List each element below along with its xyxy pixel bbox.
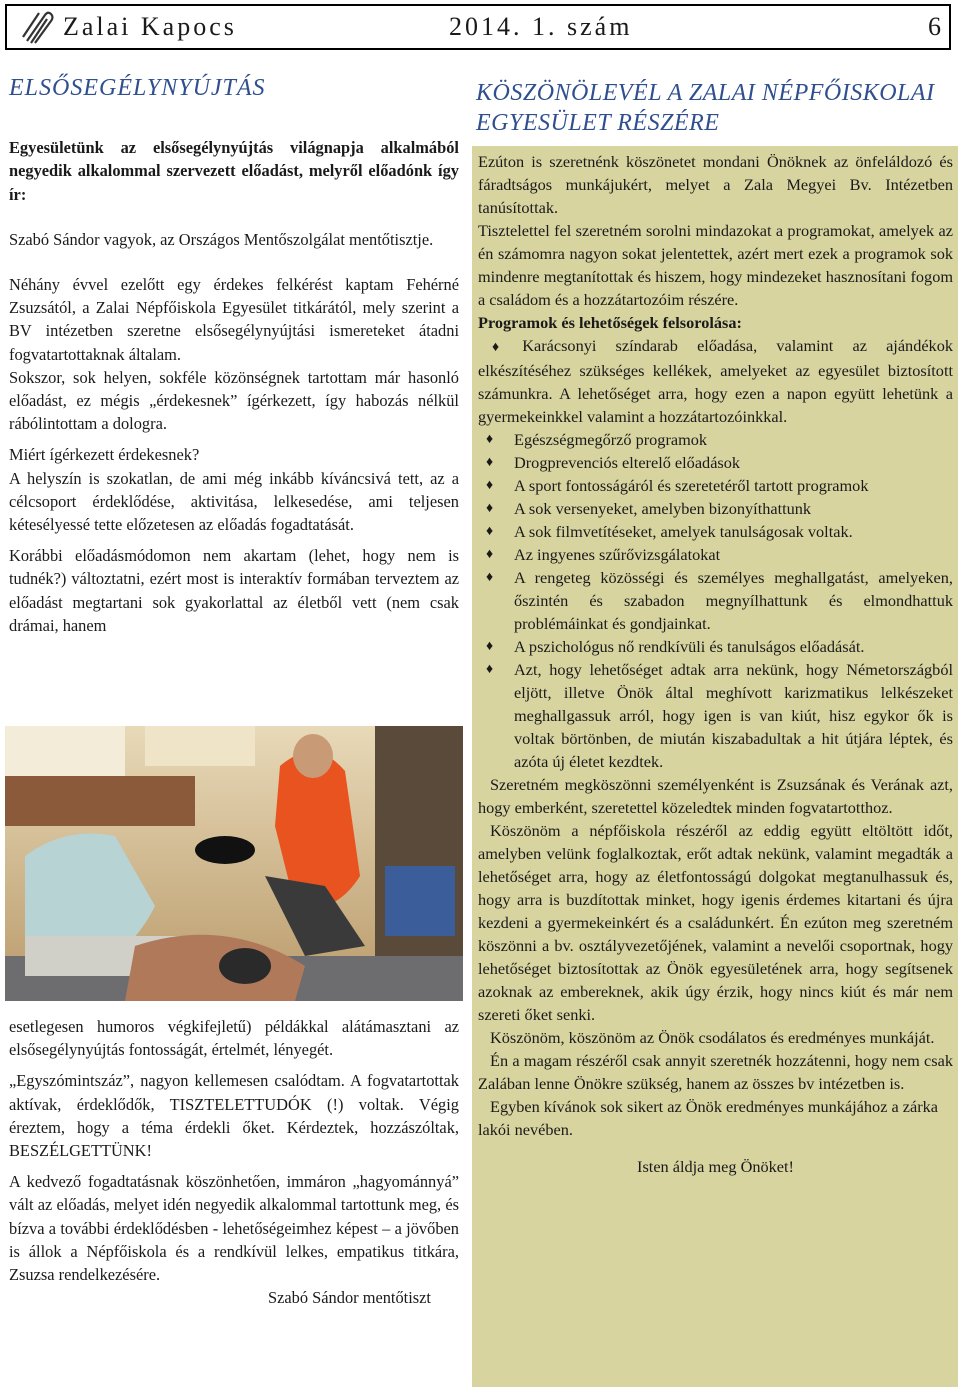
left-article-continued xyxy=(9,1015,459,1309)
diamond-bullet-icon: ♦ xyxy=(486,524,494,539)
article-paragraph: A kedvező fogadtatásnak köszönhetően, immáron „hagyománnyá” vált az előadás, melyet idén negyedik alkalommal tartottunk meg, és bízva a további érdeklődésben - lehetőségeimhez képest – a jövőben is állok a Népfőiskola és a rendkívül lelkes, empatikus titkára, Zsuzsa rendelkezésére. xyxy=(9,1172,459,1285)
diamond-bullet-icon: ♦ xyxy=(486,501,494,516)
list-item: ♦ A sok filmvetítéseket, amelyek tanulságosak voltak. xyxy=(478,520,953,543)
letter-blessing: Isten áldja meg Önöket! xyxy=(637,1157,794,1176)
first-aid-training-photo xyxy=(5,726,463,1001)
thank-you-letter-panel xyxy=(472,146,958,1387)
article-paragraph: Sokszor, sok helyen, sokféle közönségnek tartottam már hasonló előadást, ez mégis „érdekesnek” ígérkezett, így habozás nélkül rábólintottam a dologra. xyxy=(9,367,459,434)
diamond-bullet-icon: ♦ xyxy=(486,432,494,447)
diamond-bullet-icon: ♦ xyxy=(486,455,494,470)
diamond-bullet-icon: ♦ xyxy=(486,547,494,562)
diamond-bullet-icon: ♦ xyxy=(486,662,494,677)
letter-paragraph: Szeretném megköszönni személyenként is Zsuzsának és Verának azt, hogy emberként, szeretettel közeledtek minden fogvatartotthoz. xyxy=(478,775,953,817)
letter-paragraph: Egyben kívánok sok sikert az Önök eredményes munkájához a zárka lakói nevében. xyxy=(478,1097,939,1139)
list-item: ♦ A sport fontosságáról és szeretetéről tartott programok xyxy=(478,474,953,497)
diamond-bullet-icon: ♦ xyxy=(492,340,515,355)
paperclip-icon xyxy=(17,7,57,47)
list-item: ♦ A pszichológus nő rendkívüli és tanulságos előadását. xyxy=(478,635,953,658)
letter-paragraph: Köszönöm a népfőiskola részéről az eddig együtt eltöltött időt, amelyben velünk foglalkoztak, erőt adtak nekünk, valamint megadták a lehetőséget arra, hogy az életfontosságú dolgokat megtanulhassuk és, hogy arra is buzdítottak minket, hogy igenis érdemes kitartani és újra kezdeni a gyermekeinkért és a családunkért. Én ezúton meg szeretném köszönni a bv. osztályvezetőjének, valamint a nevelői csoportnak, hogy lehetőséget biztosítottak az Önök egyesületének arra, hogy segítsenek azoknak az embereknek, akik úgy érzik, hogy nincs kiút és már nem szereti őket senki. xyxy=(478,821,953,1024)
list-item: ♦ A rengeteg közösségi és személyes meghallgatást, amelyeken, őszintén és szabadon megnyílhattunk és elmondhattuk problémáinkat és gondjainkat. xyxy=(478,566,953,635)
letter-paragraph: Én a magam részéről csak annyit szeretnék hozzátenni, hogy nem csak Zalában lenne Önökre szükség, hanem az összes bv intézetben is. xyxy=(478,1051,953,1093)
article-paragraph: esetlegesen humoros végkifejletű) példákkal alátámasztani az elsősegélynyújtás fontosságát, értelmét, lényegét. xyxy=(9,1017,459,1060)
article-paragraph: Szabó Sándor vagyok, az Országos Mentőszolgálat mentőtisztje. xyxy=(9,229,434,249)
article-paragraph: Korábbi előadásmódomon nem akartam (lehet, hogy nem is tudnék?) változtatni, ezért most is interaktív formában terveztem az előadást megtartani sok gyakorlattal az életből vett (nem csak drámai, hanem xyxy=(9,546,459,635)
left-article xyxy=(9,72,459,637)
list-item: ♦ Drogprevenciós elterelő előadások xyxy=(478,451,953,474)
list-heading: Programok és lehetőségek felsorolása: xyxy=(478,313,742,332)
issue-number: 2014. 1. szám xyxy=(449,12,633,41)
list-item: ♦ Karácsonyi színdarab előadása, valamint az ajándékok elkészítéséhez szükséges kellékek, amelyeket az egyesület biztosított számunkra. A lehetőséget arra, hogy ezen a napon együtt lehetünk a gyermekeinkkel valamint a hozzátartozóinkkal. xyxy=(478,336,953,426)
list-item: ♦ Azt, hogy lehetőséget adtak arra nekünk, hogy Németországból eljött, illetve Önök által meghívott karizmatikus lelkészeket meghallgassuk arról, hogy igen is van kiút, hisz egykor ők is voltak börtönben, de miután kiszabadultak a hit útjára léptek, és azóta új életet kezdtek. xyxy=(478,658,953,773)
article-heading: ELSŐSEGÉLYNYÚJTÁS xyxy=(9,75,266,101)
letter-paragraph: Tisztelettel fel szeretném sorolni mindazokat a programokat, amelyek az én számomra nagyon sokat jelentettek, azért mert ezek a programok sok mindenre megtanítottak és hiszem, hogy mindezeket hasznosítani fogom a családom és a hozzátartozóim részére. xyxy=(478,221,953,309)
diamond-bullet-icon: ♦ xyxy=(486,639,494,654)
page-header xyxy=(5,4,951,50)
list-item: ♦ Egészségmegőrző programok xyxy=(478,428,953,451)
letter-paragraph: Ezúton is szeretnénk köszönetet mondani Önöknek az önfeláldozó és fáradtságos munkájukért, melyet a Zala Megyei Bv. Intézetben tanúsítottak. xyxy=(478,152,953,217)
article-paragraph: Miért ígérkezett érdekesnek? xyxy=(9,445,200,465)
letter-heading: KÖSZÖNÖLEVÉL A ZALAI NÉPFŐISKOLAI EGYESÜLET RÉSZÉRE xyxy=(476,80,935,136)
newsletter-title: Zalai Kapocs xyxy=(63,12,237,41)
article-signature: Szabó Sándor mentőtiszt xyxy=(268,1288,431,1308)
article-paragraph: A helyszín is szokatlan, de ami még inkább kíváncsivá tett, az a célcsoport érdeklődése, aktivitása, lelkesedése, ami teljesen kétesélyessé tette előzetesen az előadás fogadtatását. xyxy=(9,468,459,535)
list-item: ♦ A sok versenyeket, amelyben bizonyíthattunk xyxy=(478,497,953,520)
article-paragraph: Néhány évvel ezelőtt egy érdekes felkérést kaptam Fehérné Zsuzsától, a Zalai Népfőiskola Egyesület titkárától, mely szerint a BV intézetben szeretne elsősegélynyújtási ismereteket átadni fogvatartottaknak általam. xyxy=(9,275,459,364)
article-intro: Egyesületünk az elsősegélynyújtás világnapja alkalmából negyedik alkalommal szervezett előadást, melyről előadónk így ír: xyxy=(9,138,459,204)
article-paragraph: „Egyszómintszáz”, nagyon kellemesen csalódtam. A fogvatartottak aktívak, érdeklődők, TISZTELETTUDÓK (!) voltak. Végig éreztem, hogy a téma érdekli őket. Kérdeztek, hozzászóltak, BESZÉLGETTÜNK! xyxy=(9,1071,459,1161)
letter-paragraph: Köszönöm, köszönöm az Önök csodálatos és eredményes munkáját. xyxy=(490,1028,935,1047)
diamond-bullet-icon: ♦ xyxy=(486,570,494,585)
diamond-bullet-icon: ♦ xyxy=(486,478,494,493)
list-item: ♦ Az ingyenes szűrővizsgálatokat xyxy=(478,543,953,566)
page-number: 6 xyxy=(928,12,941,41)
